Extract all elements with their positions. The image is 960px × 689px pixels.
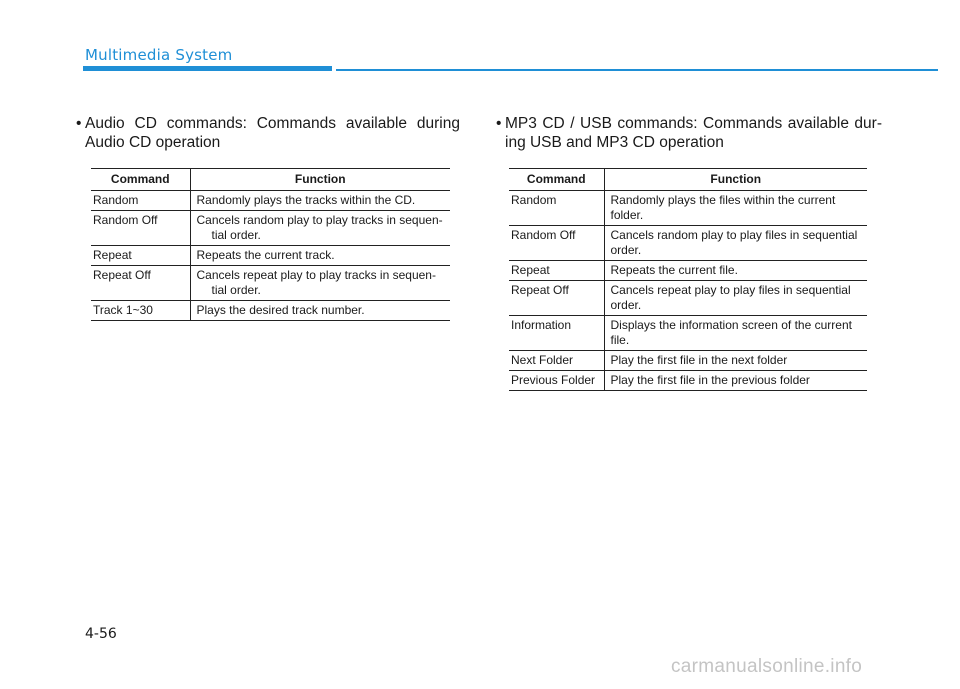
function-header: Function [190,169,450,191]
table-row [91,301,450,321]
function-cell [190,266,450,301]
page-number: 4-56 [85,626,117,642]
function-text: Repeats the current file. [610,263,738,277]
command-cell: Random Off [509,226,604,261]
command-cell: Track 1~30 [91,301,190,321]
function-text-cont: tial order. [211,283,261,297]
table-header-row [91,169,450,191]
command-cell: Repeat [91,246,190,266]
function-text: Cancels repeat play to play tracks in sequen- [196,268,436,282]
bullet: • [496,115,502,132]
header-rule-thick [83,66,332,71]
function-text: Play the first file in the previous folder [610,373,810,387]
function-text-cont: tial order. [211,228,261,242]
header-rule-thin [336,69,938,71]
function-text-cont: order. [610,298,642,312]
table-row [91,211,450,246]
command-header: Command [91,169,190,191]
function-text: Plays the desired track number. [196,303,365,317]
table-row [91,266,450,301]
function-cell [604,226,867,261]
command-cell: Repeat Off [91,266,190,301]
audio-cd-commands-table [91,168,450,321]
function-text: Randomly plays the files within the current [610,193,836,207]
function-cell [190,211,450,246]
command-cell: Random Off [91,211,190,246]
bullet: • [76,115,82,132]
command-cell: Next Folder [509,351,604,371]
function-text: Play the first file in the next folder [610,353,788,367]
function-cell [604,316,867,351]
function-text-cont: folder. [610,208,644,222]
mp3-usb-intro [496,114,882,152]
command-cell: Previous Folder [509,371,604,391]
function-cell [190,191,450,211]
function-text: Cancels random play to play files in sequential [610,228,858,242]
table-row [91,246,450,266]
audio-cd-intro-text: Audio CD commands: Commands available during Audio CD operation [85,115,460,151]
table-row [509,351,867,371]
table-row [509,281,867,316]
function-cell [604,191,867,226]
command-cell: Repeat Off [509,281,604,316]
function-cell [604,351,867,371]
table-row [509,261,867,281]
watermark: carmanualsonline.info [671,656,863,677]
command-cell: Information [509,316,604,351]
table-row [509,191,867,226]
function-text: Displays the information screen of the current [610,318,852,332]
function-cell [190,246,450,266]
table-row [91,191,450,211]
function-text: Cancels repeat play to play files in sequential [610,283,851,297]
command-cell: Repeat [509,261,604,281]
mp3-usb-intro-text: MP3 CD / USB commands: Commands available dur- ing USB and MP3 CD operation [505,115,882,151]
command-cell: Random [91,191,190,211]
function-cell [604,261,867,281]
function-text: Randomly plays the tracks within the CD. [196,193,416,207]
audio-cd-intro [76,114,460,152]
function-text-cont: file. [610,333,630,347]
command-header: Command [509,169,604,191]
function-cell [190,301,450,321]
section-title: Multimedia System [85,46,233,64]
table-row [509,371,867,391]
table-header-row [509,169,867,191]
function-text: Repeats the current track. [196,248,335,262]
mp3-usb-commands-table [509,168,867,391]
command-cell: Random [509,191,604,226]
function-cell [604,281,867,316]
function-text-cont: order. [610,243,642,257]
table-row [509,226,867,261]
table-row [509,316,867,351]
function-header: Function [604,169,867,191]
function-text: Cancels random play to play tracks in sequen- [196,213,443,227]
function-cell [604,371,867,391]
